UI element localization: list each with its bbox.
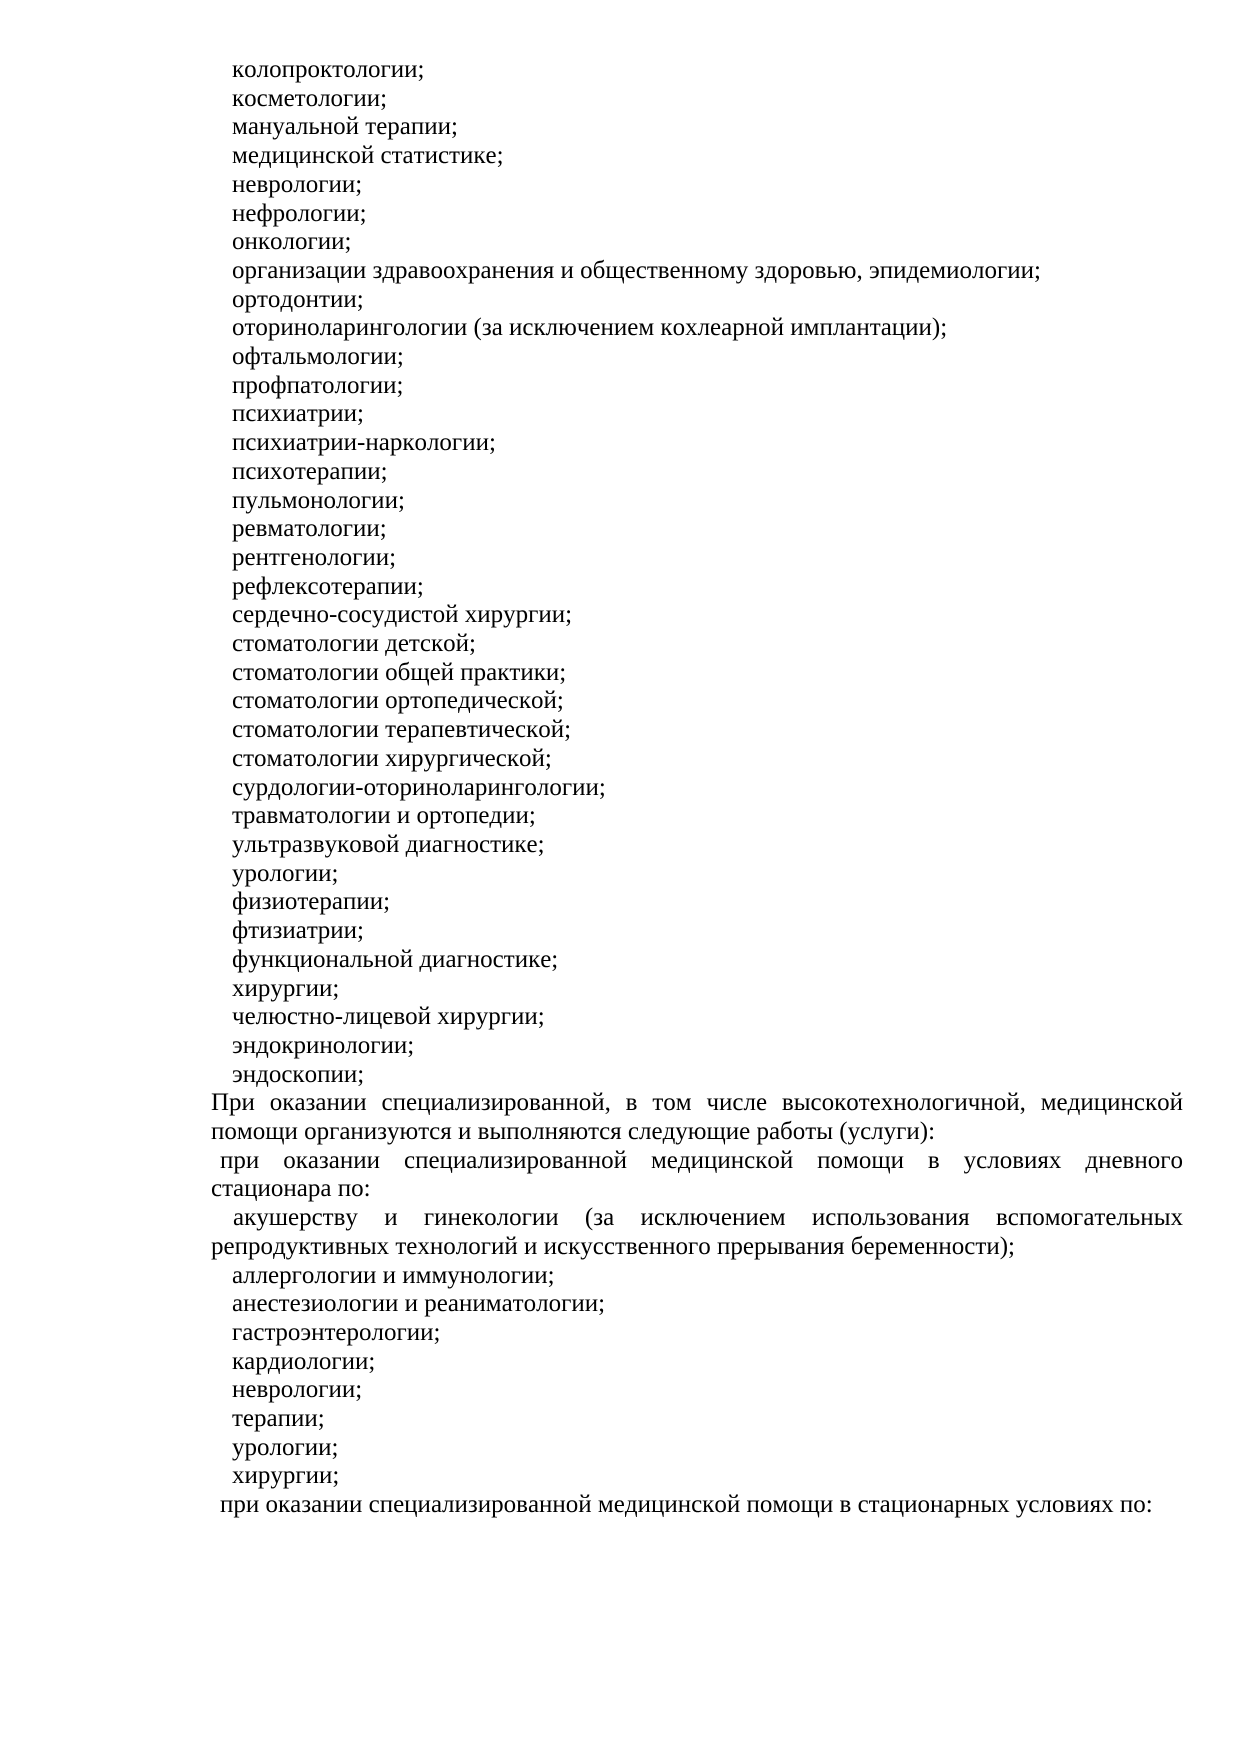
text-line: физиотерапии; xyxy=(232,888,391,916)
text-line: профпатологии; xyxy=(232,371,404,399)
text-line: психиатрии-наркологии; xyxy=(232,429,496,457)
text-line: помощи организуются и выполняются следующие работы (услуги): xyxy=(211,1118,936,1146)
text-line: эндокринологии; xyxy=(232,1031,415,1059)
text-line: функциональной диагностике; xyxy=(232,945,559,973)
text-line: репродуктивных технологий и искусственного прерывания беременности); xyxy=(211,1232,1015,1260)
text-line: при оказании специализированной медицинской помощи в условиях дневного xyxy=(220,1146,1183,1174)
text-line: мануальной терапии; xyxy=(232,113,458,141)
text-line: травматологии и ортопедии; xyxy=(232,802,536,830)
text-line: терапии; xyxy=(232,1405,325,1433)
text-line: челюстно-лицевой хирургии; xyxy=(232,1003,545,1031)
text-line: рефлексотерапии; xyxy=(232,572,424,600)
text-line: неврологии; xyxy=(232,1376,363,1404)
text-line: анестезиологии и реаниматологии; xyxy=(232,1290,606,1318)
text-line: стоматологии детской; xyxy=(232,630,476,658)
text-line: стационара по: xyxy=(211,1175,371,1203)
text-line: урологии; xyxy=(232,1433,339,1461)
text-line: пульмонологии; xyxy=(232,486,405,514)
text-line: косметологии; xyxy=(232,84,388,112)
text-line: сердечно-сосудистой хирургии; xyxy=(232,601,573,629)
text-line: ультразвуковой диагностике; xyxy=(232,830,545,858)
text-line: при оказании специализированной медицинской помощи в стационарных условиях по: xyxy=(220,1491,1153,1519)
text-line: сурдологии-оториноларингологии; xyxy=(232,773,606,801)
text-line: стоматологии хирургической; xyxy=(232,744,552,772)
text-line: ревматологии; xyxy=(232,515,387,543)
text-line: эндоскопии; xyxy=(232,1060,365,1088)
text-line: медицинской статистике; xyxy=(232,142,504,170)
text-line: фтизиатрии; xyxy=(232,917,364,945)
text-line: акушерству и гинекологии (за исключением использования вспомогательных xyxy=(233,1204,1183,1232)
text-line: колопроктологии; xyxy=(232,56,425,83)
text-line: кардиологии; xyxy=(232,1347,376,1375)
text-line: нефрологии; xyxy=(232,199,367,227)
text-line: организации здравоохранения и общественному здоровью, эпидемиологии; xyxy=(232,256,1041,284)
text-line: психиатрии; xyxy=(232,400,364,428)
text-line: гастроэнтерологии; xyxy=(232,1318,441,1346)
text-line: психотерапии; xyxy=(232,457,388,485)
text-line: неврологии; xyxy=(232,170,363,198)
text-line: стоматологии терапевтической; xyxy=(232,716,572,744)
text-line: оториноларингологии (за исключением кохлеарной имплантации); xyxy=(232,314,948,342)
text-line: онкологии; xyxy=(232,228,352,256)
text-line: стоматологии ортопедической; xyxy=(232,687,564,715)
text-line: аллергологии и иммунологии; xyxy=(232,1261,555,1289)
text-line: стоматологии общей практики; xyxy=(232,658,567,686)
text-line: хирургии; xyxy=(232,1462,340,1490)
text-line: урологии; xyxy=(232,859,339,887)
text-line: ортодонтии; xyxy=(232,285,364,313)
text-line: При оказании специализированной, в том числе высокотехнологичной, медицинской xyxy=(211,1089,1183,1117)
text-line: офтальмологии; xyxy=(232,343,404,371)
text-line: хирургии; xyxy=(232,974,340,1002)
text-block xyxy=(211,56,1183,1520)
text-line: рентгенологии; xyxy=(232,543,397,571)
